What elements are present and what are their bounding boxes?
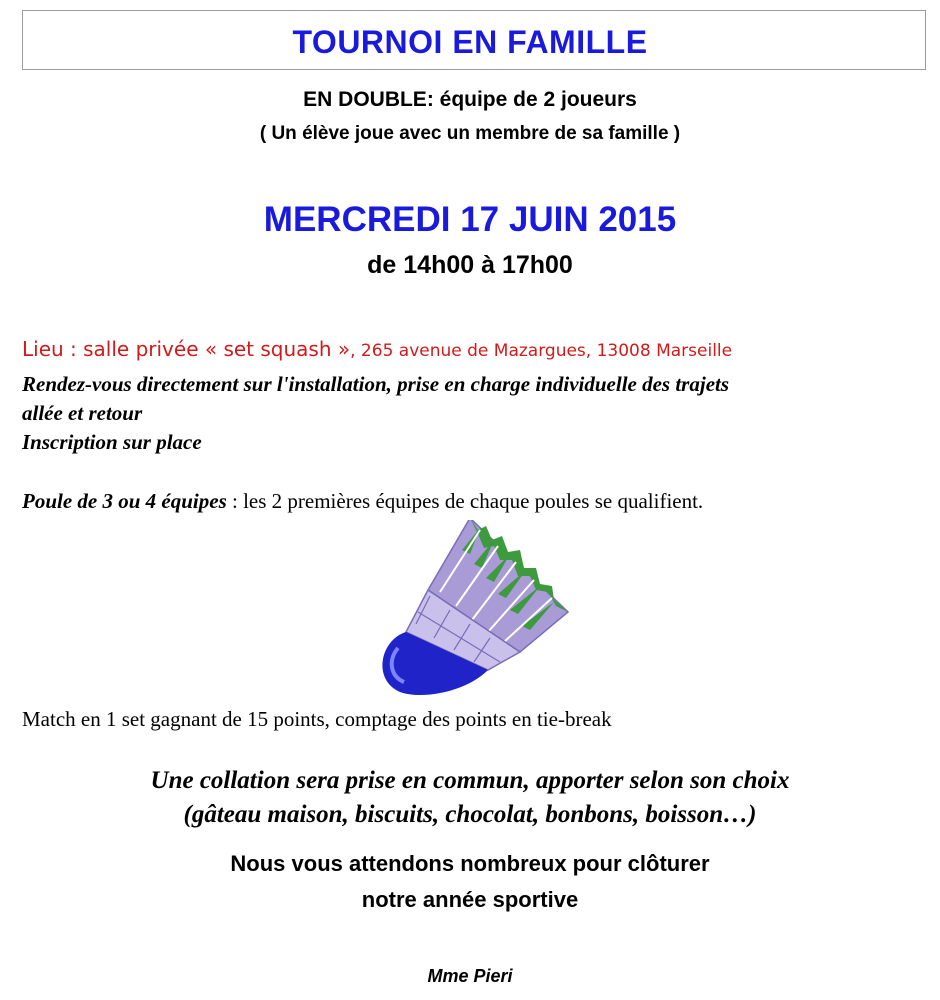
pool-label: Poule de 3 ou 4 équipes	[22, 489, 227, 513]
closing-line-1: Nous vous attendons nombreux pour clôturer	[230, 851, 710, 876]
closing-message	[0, 846, 940, 918]
location-label: Lieu : salle privée « set squash »	[22, 337, 351, 361]
registration-info: Inscription sur place	[22, 430, 202, 454]
badminton-shuttlecock-icon	[370, 520, 570, 705]
signature: Mme Pieri	[427, 966, 513, 986]
meeting-line-2: allée et retour	[22, 401, 143, 425]
pool-text: : les 2 premières équipes de chaque poules se qualifient.	[226, 489, 704, 513]
format-line: EN DOUBLE: équipe de 2 joueurs	[303, 88, 637, 111]
snack-line-1: Une collation sera prise en commun, apporter selon son choix	[150, 767, 790, 794]
format-note: ( Un élève joue avec un membre de sa famille )	[259, 123, 681, 144]
event-date: MERCREDI 17 JUIN 2015	[263, 200, 677, 239]
snack-line-2: (gâteau maison, biscuits, chocolat, bonbons, boisson…)	[183, 801, 757, 828]
event-hours: de 14h00 à 17h00	[367, 251, 573, 279]
match-rules: Match en 1 set gagnant de 15 points, comptage des points en tie-break	[22, 707, 612, 731]
closing-line-2: notre année sportive	[361, 887, 579, 912]
pool-rules	[22, 489, 703, 514]
location-address: , 265 avenue de Mazargues, 13008 Marseille	[350, 341, 733, 361]
meeting-line-1: Rendez-vous directement sur l'installation, prise en charge individuelle des trajets	[22, 372, 730, 396]
page-title: TOURNOI EN FAMILLE	[292, 24, 648, 60]
location-line	[22, 337, 732, 361]
meeting-info	[22, 370, 729, 428]
snack-info	[0, 764, 940, 832]
